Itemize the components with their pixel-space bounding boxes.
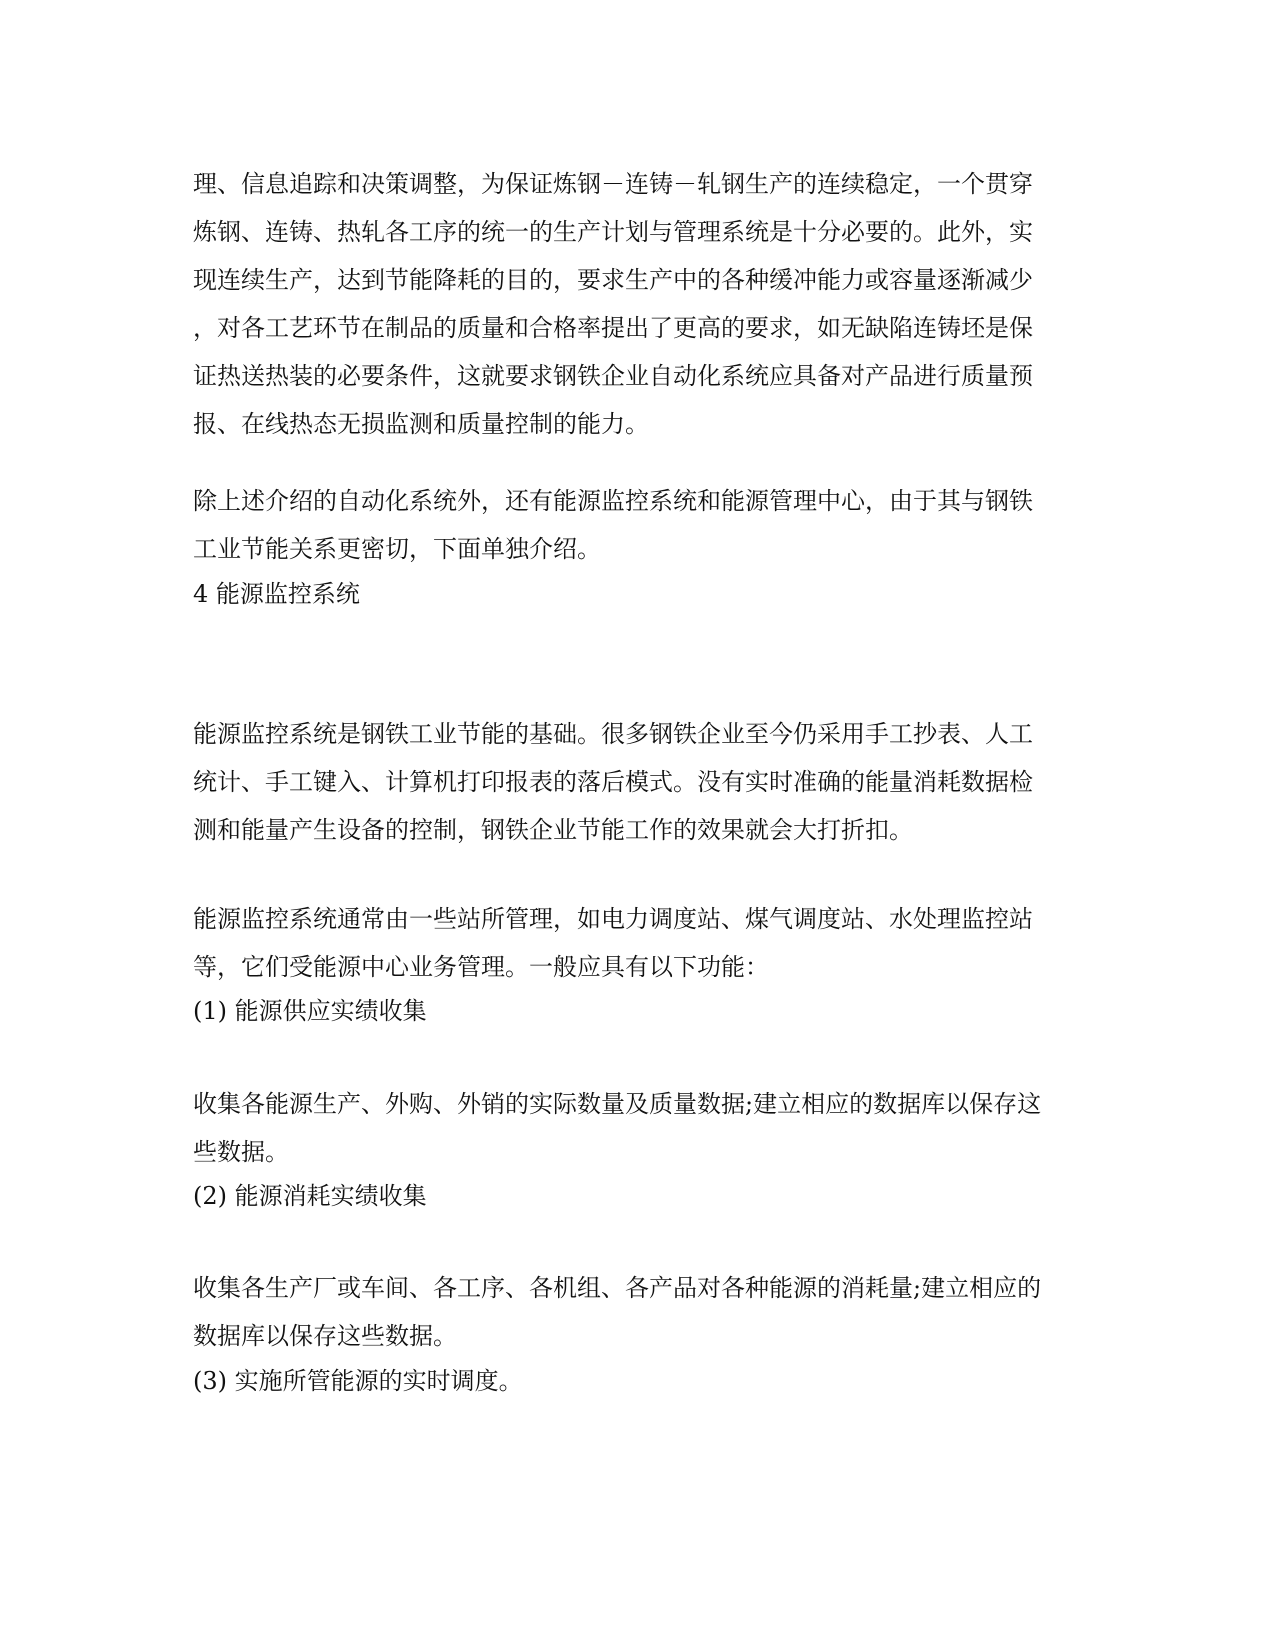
- paragraph-production-planning: [193, 160, 1093, 448]
- paragraph-supply-collection: [193, 1080, 1093, 1176]
- list-item-3: [193, 1357, 1093, 1405]
- text-line: ，对各工艺环节在制品的质量和合格率提出了更高的要求，如无缺陷连铸坯是保: [193, 314, 1033, 342]
- list-item-1: [193, 987, 1093, 1035]
- heading-text: 4 能源监控系统: [193, 580, 360, 608]
- text-line: 统计、手工键入、计算机打印报表的落后模式。没有实时准确的能量消耗数据检: [193, 768, 1033, 796]
- paragraph-consumption-collection: [193, 1264, 1093, 1360]
- text-line: 理、信息追踪和决策调整，为保证炼钢－连铸－轧钢生产的连续稳定，一个贯穿: [193, 170, 1033, 198]
- paragraph-monitoring-basis: [193, 710, 1093, 854]
- text-line: 炼钢、连铸、热轧各工序的统一的生产计划与管理系统是十分必要的。此外，实: [193, 218, 1033, 246]
- text-line: 证热送热装的必要条件，这就要求钢铁企业自动化系统应具备对产品进行质量预: [193, 362, 1033, 390]
- text-line: 能源监控系统是钢铁工业节能的基础。很多钢铁企业至今仍采用手工抄表、人工: [193, 720, 1033, 748]
- text-line: 现连续生产，达到节能降耗的目的，要求生产中的各种缓冲能力或容量逐渐减少: [193, 266, 1033, 294]
- list-item-text: (3) 实施所管能源的实时调度。: [193, 1367, 523, 1395]
- text-line: 报、在线热态无损监测和质量控制的能力。: [193, 410, 649, 438]
- text-line: 些数据。: [193, 1138, 289, 1166]
- paragraph-monitoring-stations: [193, 895, 1093, 991]
- text-line: 工业节能关系更密切，下面单独介绍。: [193, 535, 601, 563]
- text-line: 测和能量产生设备的控制，钢铁企业节能工作的效果就会大打折扣。: [193, 816, 913, 844]
- list-item-2: [193, 1172, 1093, 1220]
- section-heading: [193, 570, 1093, 618]
- text-line: 能源监控系统通常由一些站所管理，如电力调度站、煤气调度站、水处理监控站: [193, 905, 1033, 933]
- text-line: 数据库以保存这些数据。: [193, 1322, 457, 1350]
- text-line: 收集各生产厂或车间、各工序、各机组、各产品对各种能源的消耗量;建立相应的: [193, 1274, 1042, 1302]
- text-line: 收集各能源生产、外购、外销的实际数量及质量数据;建立相应的数据库以保存这: [193, 1090, 1042, 1118]
- list-item-text: (1) 能源供应实绩收集: [193, 997, 427, 1025]
- paragraph-intro-energy: [193, 477, 1093, 573]
- text-line: 除上述介绍的自动化系统外，还有能源监控系统和能源管理中心，由于其与钢铁: [193, 487, 1033, 515]
- list-item-text: (2) 能源消耗实绩收集: [193, 1182, 427, 1210]
- text-line: 等，它们受能源中心业务管理。一般应具有以下功能：: [193, 953, 769, 981]
